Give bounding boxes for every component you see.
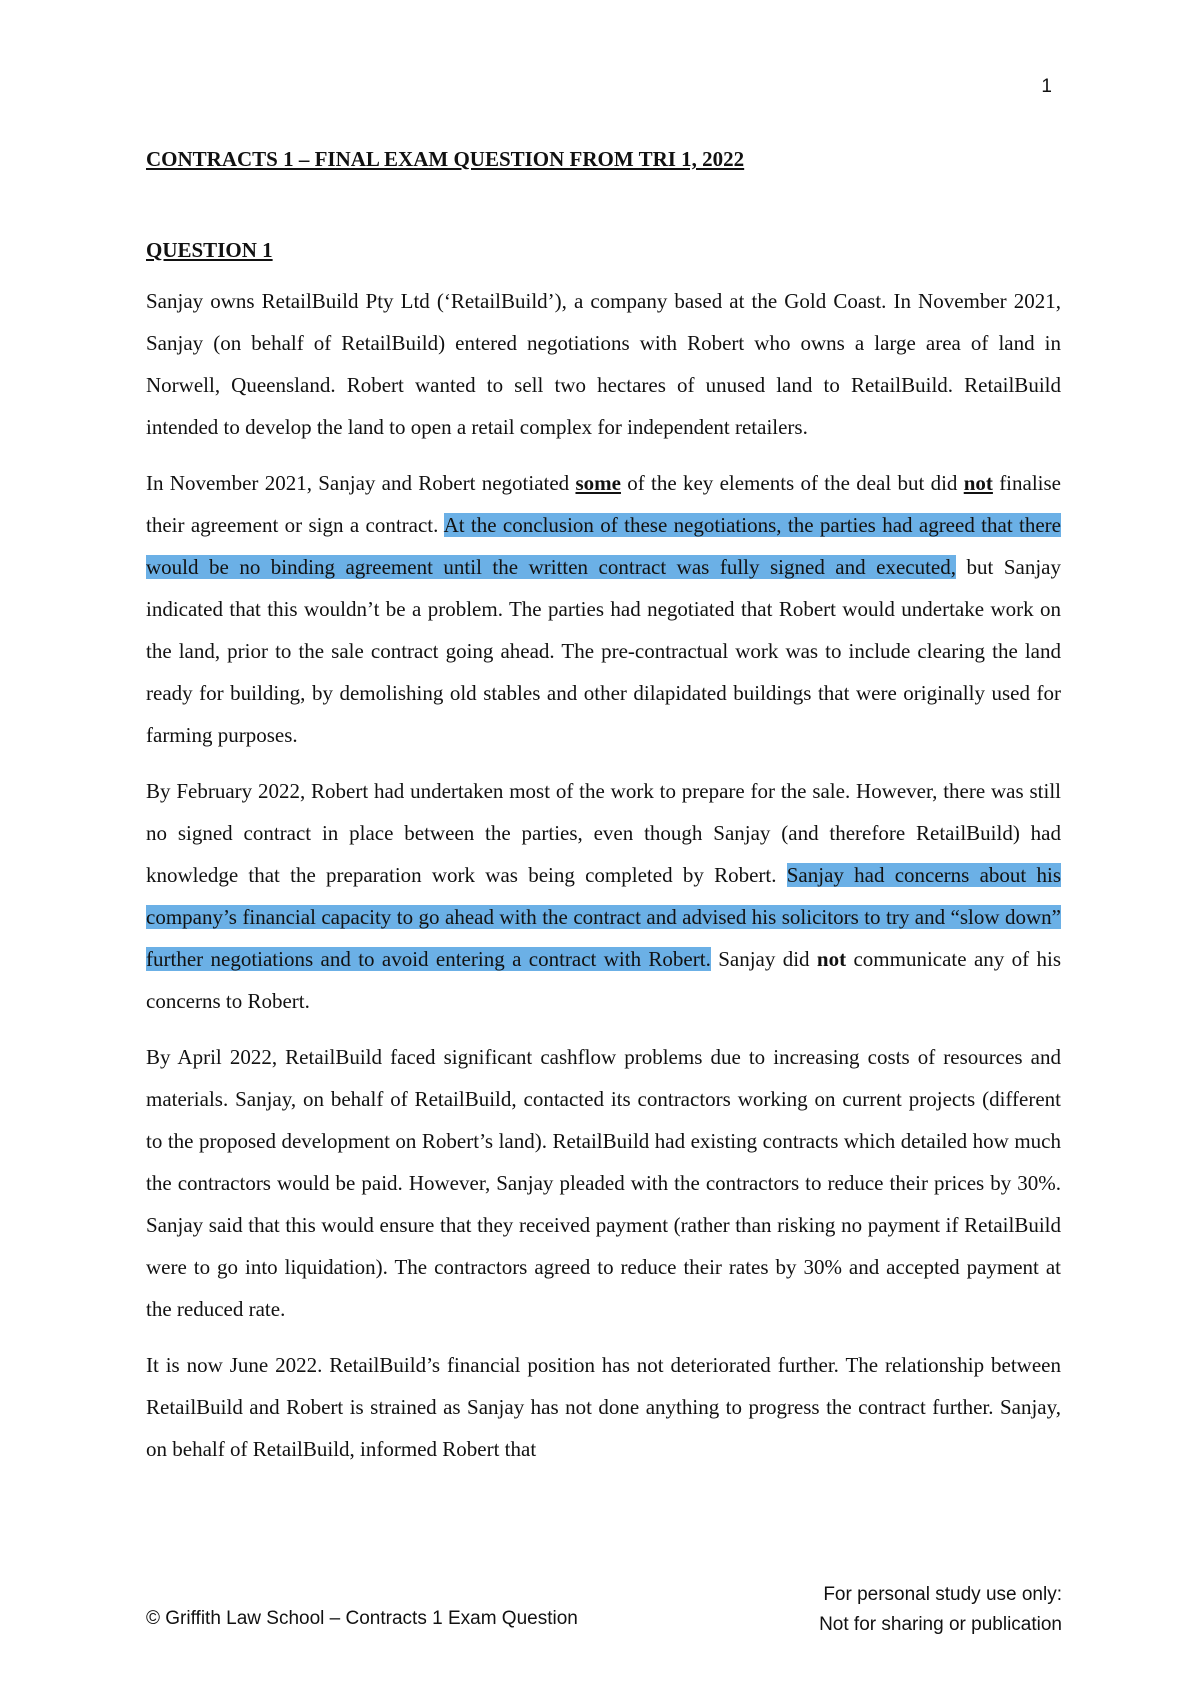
footer-notice-line-2: Not for sharing or publication [819, 1614, 1062, 1635]
document-title: CONTRACTS 1 – FINAL EXAM QUESTION FROM TRI 1, 2022 [146, 147, 745, 171]
footer-copyright: © Griffith Law School – Contracts 1 Exam Question [146, 1608, 578, 1629]
text-span: of the key elements of the deal but did [620, 471, 964, 495]
footer-notice [819, 1580, 1062, 1640]
paragraph-3 [146, 770, 1061, 1022]
highlighted-text: Sanjay had concerns about his company’s financial capacity to go ahead with the contract and advised his solicitors to try and “slow down” further negotiations and to avoid entering a contract with Robert. [146, 863, 1061, 971]
highlighted-text: At the conclusion of these negotiations, the parties had agreed that there would be no binding agreement until the written contract was fully signed and executed, [146, 513, 1061, 579]
text-span: communicate any of his concerns to Robert. [146, 947, 1061, 1013]
text-span: In November 2021, Sanjay and Robert negotiated [146, 471, 576, 495]
question-heading: QUESTION 1 [146, 238, 273, 262]
emphasis-some: some [575, 471, 621, 495]
text-span: Sanjay did [710, 947, 817, 971]
text-span: but Sanjay indicated that this wouldn’t be a problem. The parties had negotiated that Robert would undertake work on the land, prior to the sale contract going ahead. The pre-contractual work was to include clearing the land ready for building, by demolishing old stables and other dilapidated buildings that were originally used for farming purposes. [146, 555, 1061, 747]
page-number: 1 [1041, 76, 1052, 97]
footer-notice-line-1: For personal study use only: [823, 1584, 1062, 1605]
text-span: finalise their agreement or sign a contract. [146, 471, 1062, 537]
paragraph-5: It is now June 2022. RetailBuild’s financial position has not deteriorated further. The relationship between RetailBuild and Robert is strained as Sanjay has not done anything to progress the contract further. Sanjay, on behalf of RetailBuild, informed Robert that [146, 1353, 1061, 1461]
paragraph-4: By April 2022, RetailBuild faced significant cashflow problems due to increasing costs of resources and materials. Sanjay, on behalf of RetailBuild, contacted its contractors working on current projects (different to the proposed development on Robert’s land). RetailBuild had existing contracts which detailed how much the contractors would be paid. However, Sanjay pleaded with the contractors to reduce their prices by 30%. Sanjay said that this would ensure that they received payment (rather than risking no payment if RetailBuild were to go into liquidation). The contractors agreed to reduce their rates by 30% and accepted payment at the reduced rate. [146, 1045, 1061, 1321]
emphasis-not: not [816, 947, 847, 971]
paragraph-2 [146, 462, 1061, 756]
emphasis-not: not [963, 471, 993, 495]
question-text [146, 280, 1061, 1484]
text-span: By February 2022, Robert had undertaken most of the work to prepare for the sale. However, there was still no signed contract in place between the parties, even though Sanjay (and therefore RetailBuild) had knowledge that the preparation work was being completed by Robert. [146, 779, 1061, 887]
paragraph-1: Sanjay owns RetailBuild Pty Ltd (‘RetailBuild’), a company based at the Gold Coast. In November 2021, Sanjay (on behalf of RetailBuild) entered negotiations with Robert who owns a large area of land in Norwell, Queensland. Robert wanted to sell two hectares of unused land to RetailBuild. RetailBuild intended to develop the land to open a retail complex for independent retailers. [146, 289, 1061, 439]
